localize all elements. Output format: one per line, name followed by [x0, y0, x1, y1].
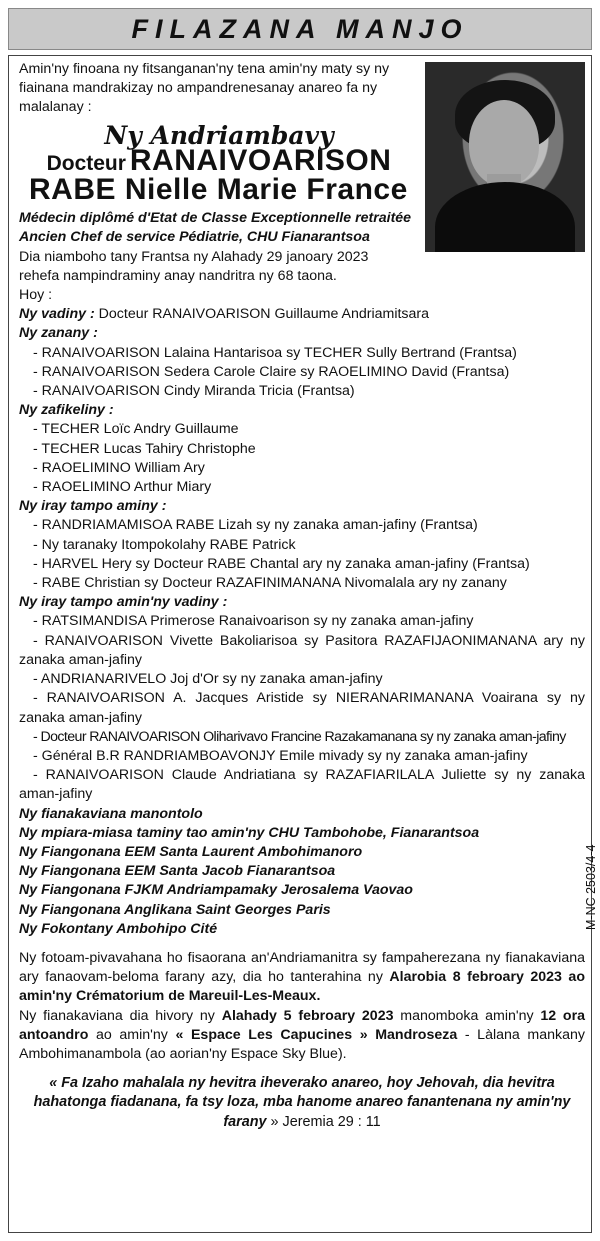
list-item: - RANDRIAMAMISOA RABE Lizah sy ny zanaka aman-jafiny (Frantsa) [33, 517, 478, 534]
ceremony-paragraph [19, 949, 585, 1007]
spouse-label: Ny vadiny : [19, 306, 95, 323]
honorific: Ny Andriambavy [104, 120, 334, 150]
role-line-2: Ancien Chef de service Pédiatrie, CHU Fianarantsoa [19, 229, 370, 246]
list-item: - HARVEL Hery sy Docteur RABE Chantal ary ny zanaka aman-jafiny (Frantsa) [33, 555, 530, 572]
spouse-value: Docteur RANAIVOARISON Guillaume Andriamitsara [98, 306, 430, 323]
death-line-2: rehefa nampindraminy anay nandritra ny 68 taona. [19, 267, 337, 284]
portrait-photo [425, 62, 585, 252]
quote-reference: » Jeremia 29 : 11 [266, 1113, 381, 1130]
children-label: Ny zanany : [19, 325, 98, 342]
list-item: - RATSIMANDISA Primerose Ranaivoarison sy ny zanaka aman-jafiny [33, 613, 474, 630]
banner-title: FILAZANA MANJO [131, 13, 469, 44]
list-item: - Ny taranaky Itompokolahy RABE Patrick [33, 536, 296, 553]
group-item: Ny Fiangonana EEM Santa Jacob Fianarantsoa [19, 863, 336, 880]
gathering-time: 12 ora [540, 1007, 586, 1024]
gathering-text-2: manomboka amin'ny [393, 1007, 541, 1024]
bible-quote [19, 1074, 585, 1132]
gathering-paragraph [19, 1007, 585, 1065]
list-item: - TECHER Lucas Tahiry Christophe [33, 440, 256, 457]
list-item: - RABE Christian sy Docteur RAZAFINIMANANA Nivomalala ary ny zanany [33, 575, 507, 592]
group-item: Ny Fiangonana Anglikana Saint Georges Paris [19, 901, 331, 918]
list-item: - RANAIVOARISON Cindy Miranda Tricia (Frantsa) [33, 383, 355, 400]
list-item: - RANAIVOARISON Lalaina Hantarisoa sy TECHER Sully Bertrand (Frantsa) [33, 344, 517, 361]
list-item: - ANDRIANARIVELO Joj d'Or sy ny zanaka aman-jafiny [33, 671, 383, 688]
obituary-content [19, 60, 585, 1132]
reference-code: M-NC 2503/4-4 [584, 844, 598, 930]
role-line-1: Médecin diplômé d'Etat de Classe Exceptionnelle retraitée [19, 210, 412, 227]
gathering-time-2: antoandro [19, 1026, 89, 1043]
list-item: - RANAIVOARISON A. Jacques Aristide sy NIERANARIMANANA Voairana sy ny zanaka aman-jafiny [19, 690, 585, 726]
banner [8, 8, 592, 50]
grandchildren-label: Ny zafikeliny : [19, 402, 114, 419]
surname: RANAIVOARISON [129, 143, 392, 177]
quote-text: « Fa Izaho mahalala ny hevitra iheverako anareo, hoy Jehovah, dia hevitra hahatonga fiadanana, fa tsy loza, mba hanome anareo fanantenana ny amin'ny farany [33, 1075, 571, 1130]
group-item: Ny mpiara-miasa taminy tao amin'ny CHU Tambohobe, Fianarantsoa [19, 824, 480, 841]
gathering-date: Alahady 5 febroary 2023 [221, 1007, 394, 1024]
portrait-body [435, 182, 575, 252]
group-item: Ny Fokontany Ambohipo Cité [19, 920, 218, 937]
list-item: - Docteur RANAIVOARISON Oliharivavo Francine Razakamanana sy ny zanaka aman-jafiny [33, 728, 566, 745]
list-item: - RAOELIMINO William Ary [33, 459, 205, 476]
hoy-label: Hoy : [19, 287, 53, 304]
intro-text: Amin'ny finoana ny fitsanganan'ny tena amin'ny maty sy ny fiainana mandrakizay no ampandrenesanay anareo fa ny malalanay : [19, 61, 390, 116]
death-line-1: Dia niamboho tany Frantsa ny Alahady 29 janoary 2023 [19, 248, 369, 265]
group-item: Ny Fiangonana FJKM Andriampamaky Jerosalema Vaovao [19, 882, 413, 899]
gathering-text-3: ao amin'ny [88, 1026, 176, 1043]
ceremony-date: Alarobia 8 febroary 2023 ao amin'ny Crématorium de Mareuil-Les-Meaux. [19, 969, 585, 1005]
title-prefix: Docteur [46, 151, 126, 175]
gathering-text: Ny fianakaviana dia hivory ny [19, 1007, 222, 1024]
siblings-label: Ny iray tampo aminy : [19, 498, 167, 515]
list-item: - RANAIVOARISON Claude Andriatiana sy RAZAFIARILALA Juliette sy ny zanaka aman-jafiny [19, 767, 585, 803]
list-item: - Général B.R RANDRIAMBOAVONJY Emile mivady sy ny zanaka aman-jafiny [33, 747, 528, 764]
gathering-directions: - Làlana mankany Ambohimanambola (ao aorian'ny Espace Sky Blue). [19, 1026, 585, 1062]
ceremony-text: Ny fotoam-pivavahana ho fisaorana an'Andriamanitra sy fampaherezana ny fianakaviana ary fanaovam-beloma farany azy, dia ho tanterahina ny [19, 949, 585, 986]
group-item: Ny Fiangonana EEM Santa Laurent Ambohimanoro [19, 843, 363, 860]
list-item: - RANAIVOARISON Sedera Carole Claire sy RAOELIMINO David (Frantsa) [33, 363, 510, 380]
fullname: RABE Nielle Marie France [29, 173, 408, 207]
list-item: - RAOELIMINO Arthur Miary [33, 479, 212, 496]
group-item: Ny fianakaviana manontolo [19, 805, 203, 822]
spouse-line [19, 305, 585, 324]
in-laws-label: Ny iray tampo amin'ny vadiny : [19, 594, 228, 611]
list-item: - RANAIVOARISON Vivette Bakoliarisoa sy Pasitora RAZAFIJAONIMANANA ary ny zanaka aman-jafiny [19, 632, 585, 668]
gathering-venue: « Espace Les Capucines » Mandroseza [175, 1026, 458, 1043]
list-item: - TECHER Loïc Andry Guillaume [33, 421, 239, 438]
